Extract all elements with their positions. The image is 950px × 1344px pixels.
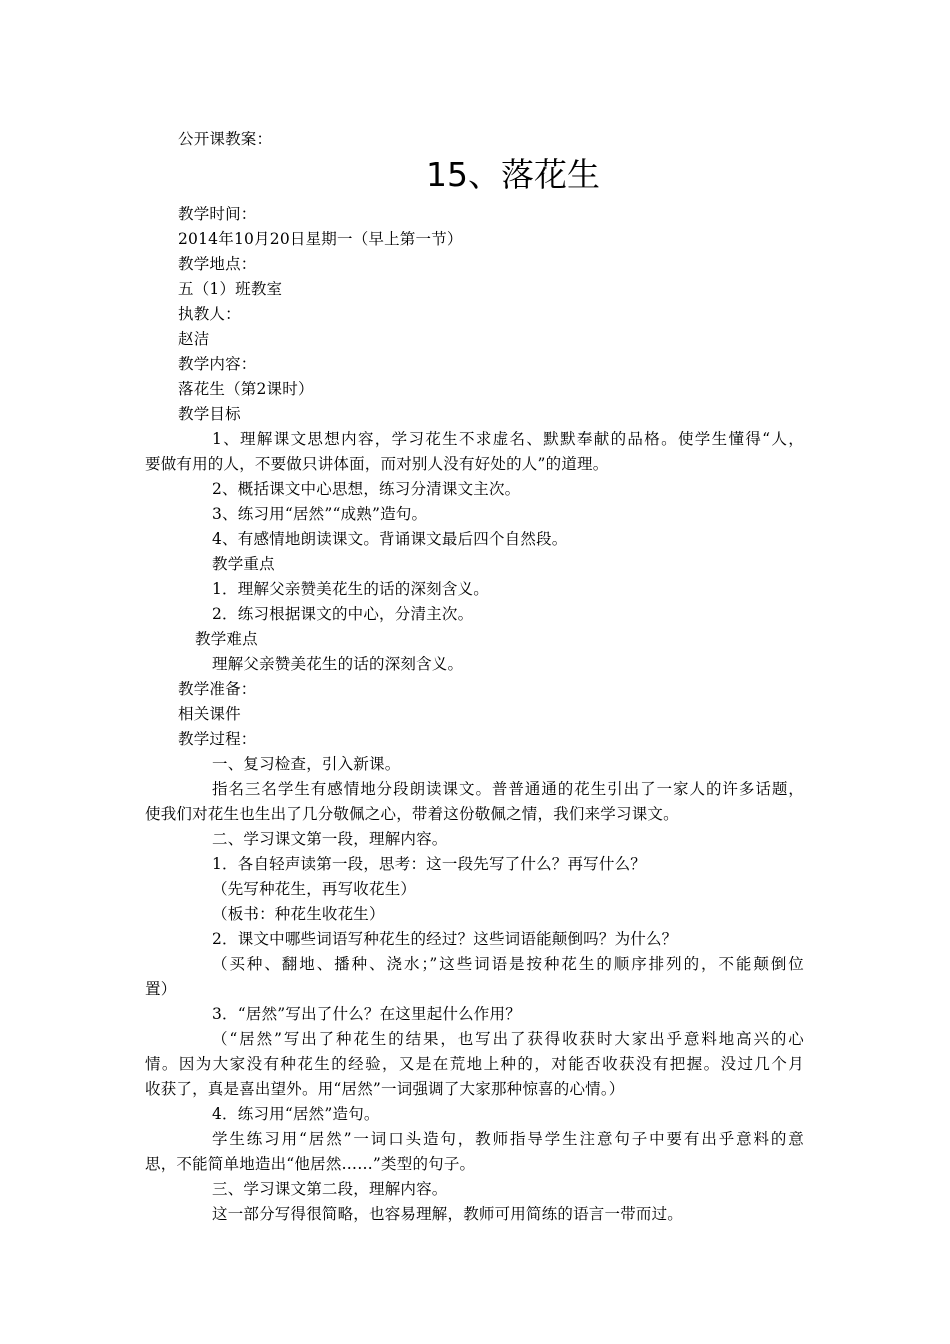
teacher-label: 执教人： [178,305,241,323]
preparation-1: 相关课件 [178,705,241,723]
section-2-answer-3-line-1: （“居然”写出了种花生的结果，也写出了获得收获时大家出乎意料地高兴的心 [212,1030,804,1048]
objective-1-line-2: 要做有用的人，不要做只讲体面，而对别人没有好处的人”的道理。 [145,455,609,473]
section-3-paragraph: 这一部分写得很简略，也容易理解，教师可用简练的语言一带而过。 [212,1205,684,1223]
time-label: 教学时间： [178,205,257,223]
section-2-answer-4-line-2: 思，不能简单地造出“他居然……”类型的句子。 [145,1155,476,1173]
objective-1-line-1: 1、理解课文思想内容，学习花生不求虚名、默默奉献的品格。使学生懂得“人， [212,430,804,448]
document-header-label: 公开课教案： [178,130,273,148]
difficulty-1: 理解父亲赞美花生的话的深刻含义。 [212,655,464,673]
section-2-question-1: 1．各自轻声读第一段，思考：这一段先写了什么？再写什么？ [212,855,646,873]
section-2-answer-2-line-2: 置） [145,980,177,998]
teacher-value: 赵洁 [178,330,210,348]
section-2-answer-3-line-2: 情。因为大家没有种花生的经验，又是在荒地上种的，对能否收获没有把握。没过几个月 [145,1055,804,1073]
section-2-answer-2-line-1: （买种、翻地、播种、浇水；”这些词语是按种花生的顺序排列的，不能颠倒位 [212,955,804,973]
section-1-paragraph-line-1: 指名三名学生有感情地分段朗读课文。普普通通的花生引出了一家人的许多话题， [212,780,804,798]
section-2-answer-3-line-3: 收获了，真是喜出望外。用“居然”一词强调了大家那种惊喜的心情。） [145,1080,625,1098]
process-heading: 教学过程： [178,730,257,748]
keypoint-2: 2．练习根据课文的中心，分清主次。 [212,605,474,623]
objectives-heading: 教学目标 [178,405,241,423]
keypoint-1: 1．理解父亲赞美花生的话的深刻含义。 [212,580,489,598]
section-2-answer-4-line-1: 学生练习用“居然”一词口头造句，教师指导学生注意句子中要有出乎意料的意 [212,1130,804,1148]
difficulty-heading: 教学难点 [195,630,258,648]
preparation-heading: 教学准备： [178,680,257,698]
section-2-question-3: 3．“居然”写出了什么？在这里起什么作用？ [212,1005,521,1023]
keypoints-heading: 教学重点 [212,555,275,573]
place-label: 教学地点： [178,255,257,273]
section-1-title: 一、复习检查，引入新课。 [212,755,401,773]
time-value: 2014年10月20日星期一（早上第一节） [178,230,463,248]
place-value: 五（1）班教室 [178,280,283,298]
section-2-question-2: 2．课文中哪些词语写种花生的经过？这些词语能颠倒吗？为什么？ [212,930,678,948]
section-2-answer-1-board: （板书：种花生收花生） [212,905,385,923]
objective-3: 3、练习用“居然”“成熟”造句。 [212,505,428,523]
section-3-title: 三、学习课文第二段，理解内容。 [212,1180,448,1198]
section-1-paragraph-line-2: 使我们对花生也生出了几分敬佩之心，带着这份敬佩之情，我们来学习课文。 [145,805,679,823]
section-2-question-4: 4．练习用“居然”造句。 [212,1105,380,1123]
lesson-title: 15、落花生 [426,155,600,194]
objective-4: 4、有感情地朗读课文。背诵课文最后四个自然段。 [212,530,568,548]
section-2-answer-1: （先写种花生，再写收花生） [212,880,417,898]
content-value: 落花生（第2课时） [178,380,314,398]
section-2-title: 二、学习课文第一段，理解内容。 [212,830,448,848]
content-label: 教学内容： [178,355,257,373]
objective-2: 2、概括课文中心思想，练习分清课文主次。 [212,480,521,498]
